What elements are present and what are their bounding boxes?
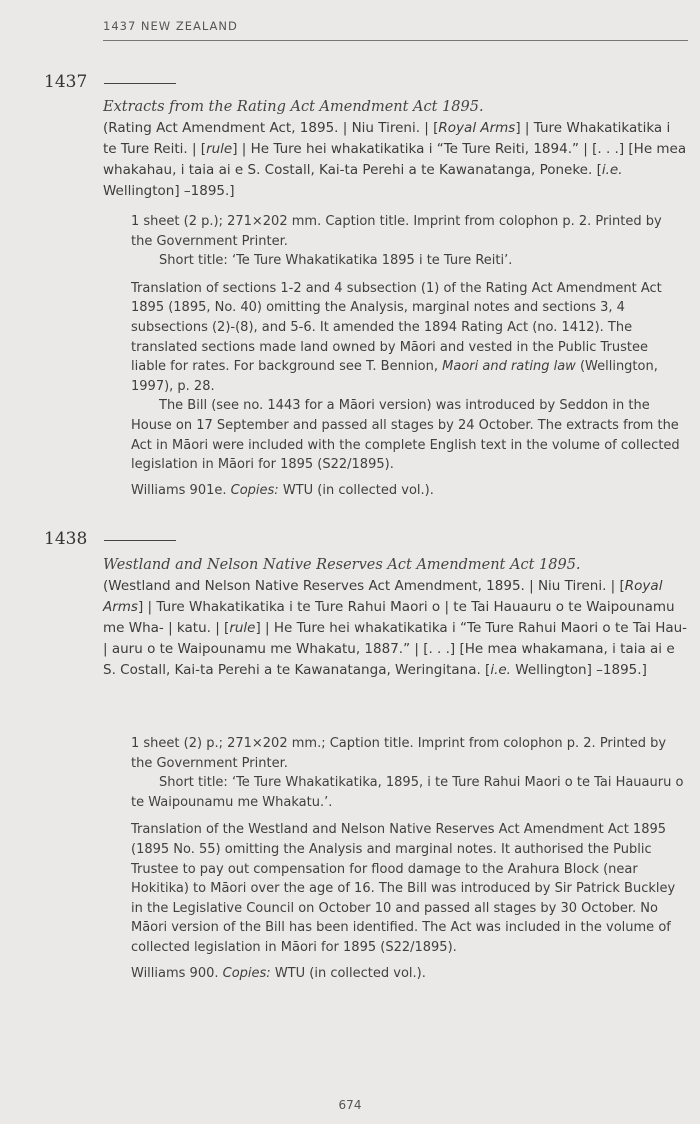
title-page-transcription: (Rating Act Amendment Act, 1895. | Niu Tireni. | [Royal Arms] | Ture Whakatikatika i te Ture Reiti. | [rule] | He Ture hei whakatikatika i “Te Ture Reiti, 1894.” | [. . .] [He mea whakahau, i taia ai e S. Costall, Kai-ta Perehi a te Kawanatanga, Poneke. [i.e. Wellington] –1895.] — [103, 120, 687, 199]
short-title: Short title: ‘Te Ture Whakatikatika 1895 i te Ture Reiti’. — [159, 253, 513, 269]
entry-number: 1437 — [44, 72, 88, 92]
entry-title: Westland and Nelson Native Reserves Act Amendment Act 1895. — [103, 557, 581, 573]
reference-line: Williams 900. Copies: WTU (in collected vol.). — [131, 965, 426, 981]
entry-title: Extracts from the Rating Act Amendment Act 1895. — [103, 99, 484, 115]
entry-dash — [104, 83, 176, 84]
note-paragraph: The Bill (see no. 1443 for a Māori version) was introduced by Seddon in the House on 17 September and passed all stages by 24 October. The extracts from the Act in Māori were included with the complete English text in the volume of collected legislation in Māori for 1895 (S22/1895). — [131, 398, 680, 473]
entry-details-1437 — [131, 212, 687, 500]
entry-heading-1437 — [103, 97, 688, 202]
short-title: Short title: ‘Te Ture Whakatikatika, 1895, i te Ture Rahui Maori o te Tai Hauauru o te Waipounamu me Whakatu.’. — [131, 775, 684, 810]
entry-heading-1438 — [103, 555, 688, 681]
note-paragraph: Translation of the Westland and Nelson Native Reserves Act Amendment Act 1895 (1895 No. 55) omitting the Analysis and marginal notes. It authorised the Public Trustee to pay out compensation for flood damage to the Arahura Block (near Hokitika) to Māori over the age of 16. The Bill was introduced by Sir Patrick Buckley in the Legislative Council on October 10 and passed all stages by 30 October. No Māori version of the Bill has been identified. The Act was included in the volume of collected legislation in Māori for 1895 (S22/1895). — [131, 822, 676, 955]
entry-dash — [104, 540, 176, 541]
header-rule — [103, 40, 688, 41]
page-number: 674 — [338, 1098, 362, 1112]
entry-details-1438 — [131, 734, 687, 983]
running-head: 1437 NEW ZEALAND — [103, 19, 238, 33]
title-page-transcription: (Westland and Nelson Native Reserves Act Amendment, 1895. | Niu Tireni. | [Royal Arms] | Ture Whakatikatika i te Ture Rahui Maori o | te Tai Hauauru o te Waipounamu me Wha- | katu. | [rule] | He Ture hei whakatikatika i “Te Ture Rahui Maori o te Tai Hau- | auru o te Waipounamu me Whakatu, 1887.” | [. . .] [He mea whakamana, i taia ai e S. Costall, Kai-ta Perehi a te Kawanatanga, Weringitana. [i.e. Wellington] –1895.] — [103, 578, 688, 678]
note-paragraph: Translation of sections 1-2 and 4 subsection (1) of the Rating Act Amendment Act 1895 (1895, No. 40) omitting the Analysis, marginal notes and sections 3, 4 subsections (2)-(8), and 5-6. It amended the 1894 Rating Act (no. 1412). The translated sections made land owned by Māori and vested in the Public Trustee liable for rates. For background see T. Bennion, Maori and rating law (Wellington, 1997), p. 28. — [131, 280, 662, 394]
collation: 1 sheet (2) p.; 271×202 mm.; Caption title. Imprint from colophon p. 2. Printed by the Government Printer. — [131, 736, 667, 771]
collation: 1 sheet (2 p.); 271×202 mm. Caption title. Imprint from colophon p. 2. Printed by the Government Printer. — [131, 214, 662, 249]
entry-number: 1438 — [44, 529, 88, 549]
reference-line: Williams 901e. Copies: WTU (in collected vol.). — [131, 482, 434, 498]
